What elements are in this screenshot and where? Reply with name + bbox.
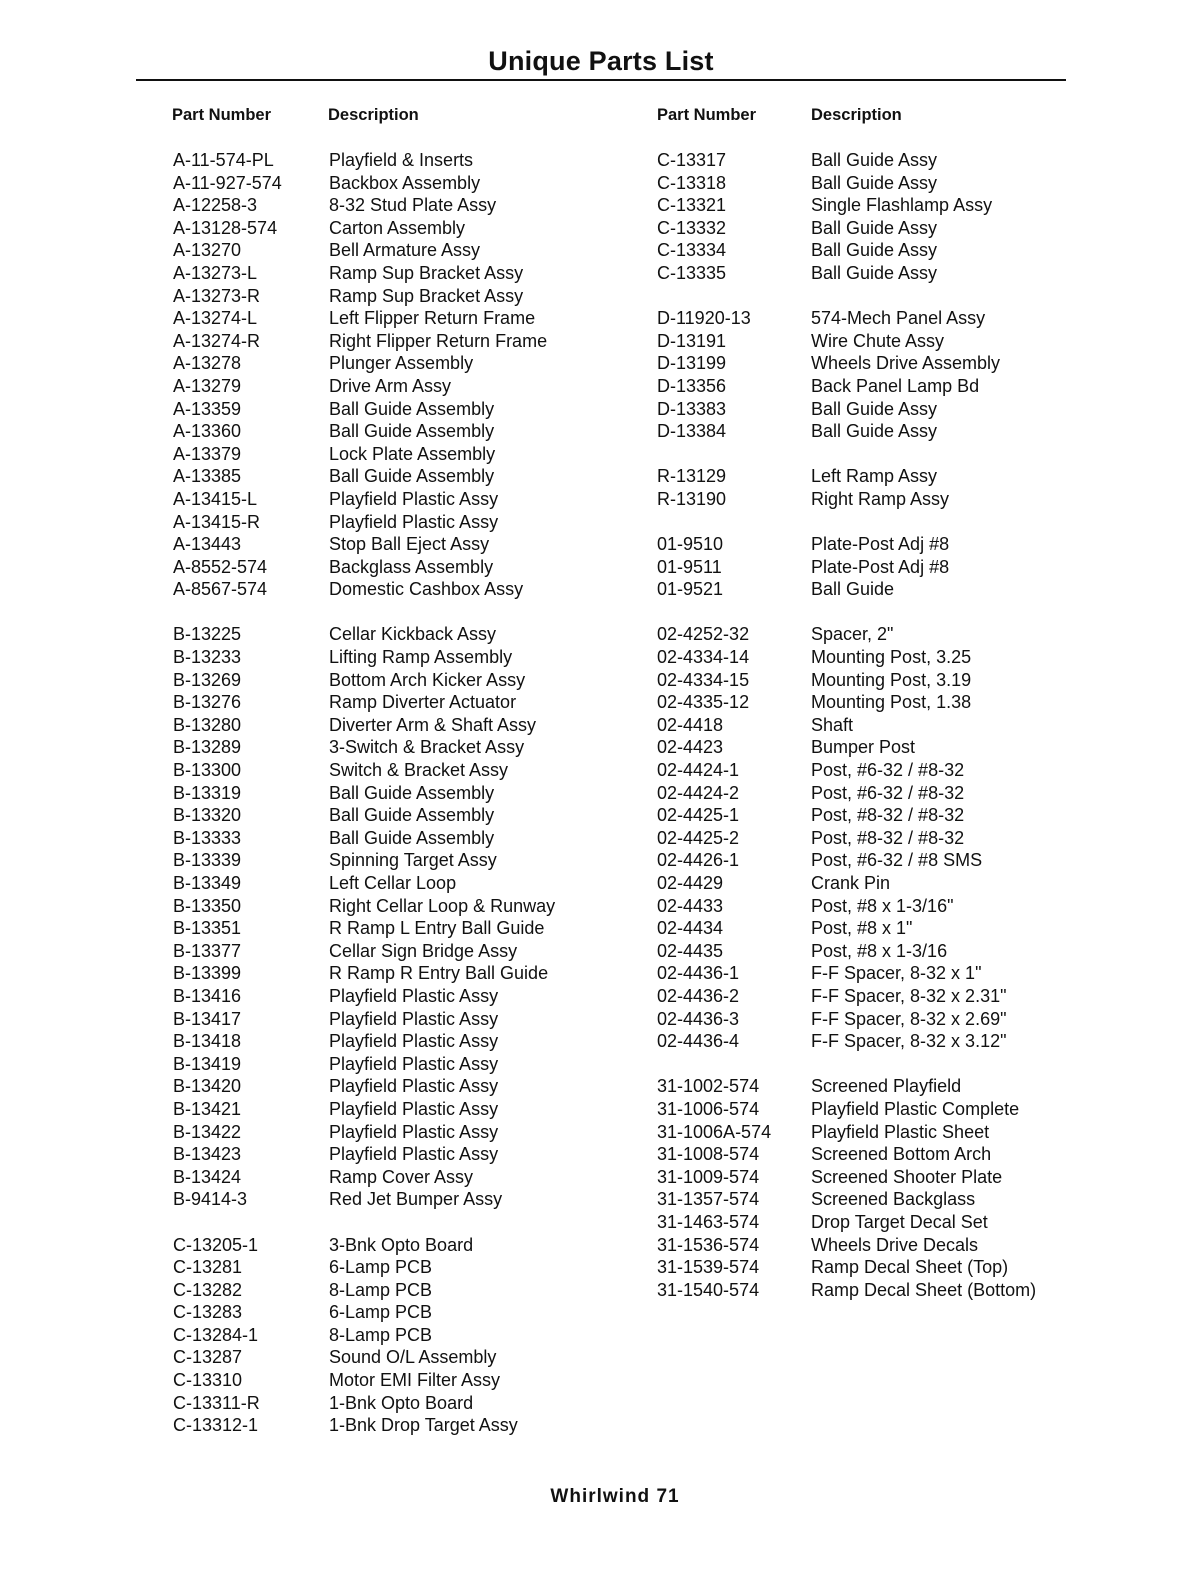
description-cell: Playfield Plastic Sheet: [811, 1121, 990, 1142]
description-cell: Carton Assembly: [329, 217, 466, 238]
left-description-column: [329, 149, 555, 1437]
description-cell: Post, #6-32 / #8 SMS: [811, 850, 983, 871]
description-cell: Playfield Plastic Assy: [329, 1121, 499, 1142]
part-number-cell: A-13415-L: [173, 488, 258, 509]
description-cell: Plunger Assembly: [329, 353, 474, 374]
description-cell: Ball Guide Assembly: [329, 782, 495, 803]
part-number-cell: B-13351: [173, 918, 242, 939]
part-number-cell: B-13225: [173, 624, 242, 645]
part-number-cell: C-13282: [173, 1279, 243, 1300]
description-cell: [811, 1053, 1036, 1076]
description-cell: Ramp Decal Sheet (Top): [811, 1257, 1009, 1278]
description-cell: Lifting Ramp Assembly: [329, 647, 513, 668]
description-cell: Playfield Plastic Assy: [329, 985, 499, 1006]
part-number-cell: B-13289: [173, 737, 242, 758]
part-number-cell: B-13280: [173, 714, 242, 735]
part-number-cell: A-13360: [173, 421, 242, 442]
part-number-cell: A-13274-L: [173, 308, 258, 329]
description-cell: Ball Guide Assembly: [329, 827, 495, 848]
part-number-cell: B-13320: [173, 805, 242, 826]
part-number-cell: A-8552-574: [173, 556, 268, 577]
description-cell: R Ramp R Entry Ball Guide: [329, 963, 549, 984]
description-cell: Screened Backglass: [811, 1189, 976, 1210]
part-number-cell: C-13334: [657, 240, 727, 261]
description-cell: [329, 601, 555, 624]
description-cell: Drop Target Decal Set: [811, 1211, 988, 1232]
part-number-cell: C-13317: [657, 150, 727, 170]
description-cell: Ball Guide Assy: [811, 421, 938, 442]
description-cell: Wheels Drive Decals: [811, 1234, 979, 1255]
part-number-cell: A-13278: [173, 353, 242, 374]
description-cell: Post, #8 x 1-3/16: [811, 940, 948, 961]
description-cell: 8-Lamp PCB: [329, 1279, 433, 1300]
description-cell: Wire Chute Assy: [811, 330, 945, 351]
part-number-cell: 02-4436-1: [657, 963, 740, 984]
description-cell: Left Cellar Loop: [329, 873, 457, 893]
description-cell: Spacer, 2": [811, 624, 894, 645]
page-footer: Whirlwind 71: [550, 1486, 680, 1507]
part-number-cell: A-11-927-574: [173, 172, 282, 193]
right-part-number-column: [657, 149, 771, 1301]
part-number-cell: 02-4436-4: [657, 1031, 740, 1052]
part-number-cell: A-13443: [173, 534, 242, 555]
description-cell: Plate-Post Adj #8: [811, 556, 950, 577]
description-cell: F-F Spacer, 8-32 x 2.31": [811, 985, 1007, 1006]
part-number-cell: 01-9521: [657, 579, 724, 600]
part-number-cell: C-13312-1: [173, 1415, 259, 1436]
part-number-cell: 02-4335-12: [657, 692, 750, 713]
description-cell: Drive Arm Assy: [329, 375, 452, 396]
part-number-cell: 01-9510: [657, 534, 724, 555]
part-number-cell: [657, 601, 771, 624]
part-number-cell: D-13383: [657, 398, 727, 419]
part-number-cell: 02-4435: [657, 940, 724, 961]
description-cell: Plate-Post Adj #8: [811, 534, 950, 555]
description-cell: Crank Pin: [811, 873, 891, 893]
description-cell: Playfield Plastic Assy: [329, 1098, 499, 1119]
description-cell: 6-Lamp PCB: [329, 1257, 433, 1278]
part-number-cell: 31-1002-574: [657, 1076, 760, 1097]
description-cell: Ball Guide Assy: [811, 150, 938, 170]
part-number-cell: A-13273-L: [173, 262, 258, 283]
part-number-cell: C-13287: [173, 1347, 243, 1368]
description-cell: Ball Guide Assy: [811, 240, 938, 261]
part-number-cell: B-13416: [173, 985, 242, 1006]
description-cell: Ball Guide Assy: [811, 262, 938, 283]
part-number-cell: B-13349: [173, 873, 242, 893]
description-cell: F-F Spacer, 8-32 x 2.69": [811, 1008, 1007, 1029]
part-number-cell: 31-1008-574: [657, 1144, 760, 1165]
right-part-number-header: Part Number: [657, 106, 757, 124]
description-cell: 8-Lamp PCB: [329, 1324, 433, 1345]
part-number-cell: A-13379: [173, 443, 242, 464]
description-cell: Playfield Plastic Assy: [329, 511, 499, 532]
part-number-cell: A-13270: [173, 240, 242, 261]
description-cell: Ball Guide Assembly: [329, 466, 495, 487]
part-number-cell: D-11920-13: [657, 308, 751, 329]
description-cell: Red Jet Bumper Assy: [329, 1189, 503, 1210]
part-number-cell: 02-4334-15: [657, 669, 750, 690]
part-number-cell: B-13420: [173, 1076, 242, 1097]
part-number-cell: D-13199: [657, 353, 727, 374]
part-number-cell: [657, 1053, 771, 1076]
description-cell: Ball Guide Assy: [811, 217, 938, 238]
description-cell: Post, #8-32 / #8-32: [811, 805, 965, 826]
description-cell: 3-Switch & Bracket Assy: [329, 737, 525, 758]
part-number-cell: 31-1539-574: [657, 1257, 760, 1278]
description-cell: 3-Bnk Opto Board: [329, 1234, 474, 1255]
part-number-cell: B-13319: [173, 782, 242, 803]
description-cell: Playfield Plastic Complete: [811, 1098, 1020, 1119]
part-number-cell: B-13269: [173, 669, 242, 690]
part-number-cell: 02-4424-1: [657, 760, 740, 781]
description-cell: Ball Guide: [811, 579, 895, 600]
description-cell: Screened Shooter Plate: [811, 1166, 1003, 1187]
part-number-cell: 31-1536-574: [657, 1234, 760, 1255]
part-number-cell: C-13281: [173, 1257, 243, 1278]
part-number-cell: A-11-574-PL: [173, 150, 274, 170]
part-number-cell: D-13191: [657, 330, 727, 351]
left-description-header: Description: [328, 106, 419, 124]
part-number-cell: 31-1540-574: [657, 1279, 760, 1300]
description-cell: Post, #8 x 1-3/16": [811, 895, 954, 916]
part-number-cell: B-13423: [173, 1144, 242, 1165]
right-description-header: Description: [811, 106, 902, 124]
part-number-cell: 02-4425-2: [657, 827, 740, 848]
description-cell: Ramp Sup Bracket Assy: [329, 262, 524, 283]
title-rule: [136, 79, 1066, 81]
part-number-cell: A-13274-R: [173, 330, 261, 351]
description-cell: Single Flashlamp Assy: [811, 195, 993, 216]
part-number-cell: B-13422: [173, 1121, 242, 1142]
description-cell: Ramp Decal Sheet (Bottom): [811, 1279, 1037, 1300]
part-number-cell: 31-1009-574: [657, 1166, 760, 1187]
description-cell: Backbox Assembly: [329, 172, 481, 193]
part-number-cell: 01-9511: [657, 556, 722, 577]
description-cell: Shaft: [811, 714, 854, 735]
part-number-cell: [173, 601, 282, 624]
part-number-cell: A-13128-574: [173, 217, 278, 238]
description-cell: 1-Bnk Opto Board: [329, 1392, 474, 1413]
part-number-cell: B-9414-3: [173, 1189, 248, 1210]
description-cell: Ball Guide Assembly: [329, 805, 495, 826]
part-number-cell: 02-4252-32: [657, 624, 750, 645]
description-cell: Ball Guide Assy: [811, 398, 938, 419]
description-cell: Lock Plate Assembly: [329, 443, 496, 464]
part-number-cell: B-13417: [173, 1008, 242, 1029]
part-number-cell: [173, 1211, 282, 1234]
description-cell: Left Ramp Assy: [811, 466, 938, 487]
part-number-cell: B-13233: [173, 647, 242, 668]
part-number-cell: A-13385: [173, 466, 242, 487]
part-number-cell: C-13335: [657, 262, 727, 283]
description-cell: 6-Lamp PCB: [329, 1302, 433, 1323]
part-number-cell: [657, 443, 771, 466]
description-cell: 1-Bnk Drop Target Assy: [329, 1415, 518, 1436]
part-number-cell: B-13339: [173, 850, 242, 871]
part-number-cell: 02-4429: [657, 873, 724, 893]
description-cell: Mounting Post, 3.25: [811, 647, 972, 668]
part-number-cell: 02-4425-1: [657, 805, 740, 826]
description-cell: Spinning Target Assy: [329, 850, 497, 871]
description-cell: Right Cellar Loop & Runway: [329, 895, 556, 916]
part-number-cell: C-13310: [173, 1370, 243, 1391]
description-cell: R Ramp L Entry Ball Guide: [329, 918, 545, 939]
part-number-cell: 02-4426-1: [657, 850, 740, 871]
part-number-cell: 02-4434: [657, 918, 724, 939]
part-number-cell: B-13419: [173, 1053, 242, 1074]
description-cell: Playfield Plastic Assy: [329, 1053, 499, 1074]
description-cell: [811, 443, 1036, 466]
description-cell: Right Flipper Return Frame: [329, 330, 548, 351]
description-cell: F-F Spacer, 8-32 x 3.12": [811, 1031, 1007, 1052]
description-cell: Backglass Assembly: [329, 556, 494, 577]
description-cell: Screened Bottom Arch: [811, 1144, 992, 1165]
description-cell: 574-Mech Panel Assy: [811, 308, 986, 329]
part-number-cell: 31-1463-574: [657, 1211, 760, 1232]
description-cell: Left Flipper Return Frame: [329, 308, 536, 329]
part-number-cell: B-13424: [173, 1166, 242, 1187]
part-number-cell: 02-4334-14: [657, 647, 750, 668]
part-number-cell: A-13273-R: [173, 285, 261, 306]
description-cell: Mounting Post, 1.38: [811, 692, 972, 713]
description-cell: Playfield & Inserts: [329, 150, 474, 170]
part-number-cell: [657, 511, 771, 534]
description-cell: Switch & Bracket Assy: [329, 760, 509, 781]
left-part-number-header: Part Number: [172, 106, 272, 124]
part-number-cell: B-13399: [173, 963, 242, 984]
description-cell: Mounting Post, 3.19: [811, 669, 972, 690]
part-number-cell: 02-4433: [657, 895, 724, 916]
description-cell: Bell Armature Assy: [329, 240, 481, 261]
description-cell: Screened Playfield: [811, 1076, 962, 1097]
part-number-cell: C-13205-1: [173, 1234, 259, 1255]
description-cell: Ramp Sup Bracket Assy: [329, 285, 524, 306]
description-cell: Motor EMI Filter Assy: [329, 1370, 501, 1391]
part-number-cell: 31-1006-574: [657, 1098, 760, 1119]
left-part-number-column: [173, 149, 282, 1437]
part-number-cell: 02-4436-2: [657, 985, 740, 1006]
part-number-cell: D-13356: [657, 375, 727, 396]
description-cell: Post, #8 x 1": [811, 918, 913, 939]
part-number-cell: C-13284-1: [173, 1324, 259, 1345]
description-cell: [811, 511, 1036, 534]
description-cell: Sound O/L Assembly: [329, 1347, 497, 1368]
description-cell: Post, #8-32 / #8-32: [811, 827, 965, 848]
part-number-cell: C-13283: [173, 1302, 243, 1323]
part-number-cell: B-13276: [173, 692, 242, 713]
description-cell: [811, 601, 1036, 624]
part-number-cell: B-13300: [173, 760, 242, 781]
part-number-cell: R-13190: [657, 488, 727, 509]
part-number-cell: C-13321: [657, 195, 727, 216]
description-cell: Ball Guide Assy: [811, 172, 938, 193]
part-number-cell: 02-4423: [657, 737, 724, 758]
description-cell: Playfield Plastic Assy: [329, 1031, 499, 1052]
part-number-cell: A-12258-3: [173, 195, 258, 216]
part-number-cell: A-13279: [173, 375, 242, 396]
part-number-cell: 31-1357-574: [657, 1189, 760, 1210]
part-number-cell: B-13377: [173, 940, 242, 961]
part-number-cell: D-13384: [657, 421, 727, 442]
description-cell: Domestic Cashbox Assy: [329, 579, 524, 600]
description-cell: Playfield Plastic Assy: [329, 1076, 499, 1097]
description-cell: Wheels Drive Assembly: [811, 353, 1001, 374]
description-cell: 8-32 Stud Plate Assy: [329, 195, 497, 216]
description-cell: Back Panel Lamp Bd: [811, 375, 980, 396]
description-cell: Cellar Kickback Assy: [329, 624, 497, 645]
part-number-cell: [657, 285, 771, 308]
part-number-cell: B-13418: [173, 1031, 242, 1052]
description-cell: Ramp Cover Assy: [329, 1166, 474, 1187]
description-cell: Diverter Arm & Shaft Assy: [329, 714, 537, 735]
part-number-cell: 31-1006A-574: [657, 1121, 772, 1142]
description-cell: Ball Guide Assembly: [329, 421, 495, 442]
part-number-cell: 02-4424-2: [657, 782, 740, 803]
part-number-cell: R-13129: [657, 466, 727, 487]
part-number-cell: B-13333: [173, 827, 242, 848]
description-cell: Bottom Arch Kicker Assy: [329, 669, 526, 690]
part-number-cell: C-13332: [657, 217, 727, 238]
description-cell: [811, 285, 1036, 308]
description-cell: Playfield Plastic Assy: [329, 488, 499, 509]
description-cell: Right Ramp Assy: [811, 488, 950, 509]
description-cell: Playfield Plastic Assy: [329, 1144, 499, 1165]
description-cell: Post, #6-32 / #8-32: [811, 782, 965, 803]
description-cell: Stop Ball Eject Assy: [329, 534, 490, 555]
part-number-cell: B-13421: [173, 1098, 242, 1119]
description-cell: Bumper Post: [811, 737, 916, 758]
part-number-cell: C-13311-R: [173, 1392, 260, 1413]
part-number-cell: A-8567-574: [173, 579, 268, 600]
description-cell: F-F Spacer, 8-32 x 1": [811, 963, 982, 984]
part-number-cell: 02-4436-3: [657, 1008, 740, 1029]
description-cell: Post, #6-32 / #8-32: [811, 760, 965, 781]
description-cell: Ramp Diverter Actuator: [329, 692, 517, 713]
description-cell: Playfield Plastic Assy: [329, 1008, 499, 1029]
description-cell: Ball Guide Assembly: [329, 398, 495, 419]
description-cell: Cellar Sign Bridge Assy: [329, 940, 518, 961]
right-description-column: [811, 149, 1036, 1301]
part-number-cell: A-13359: [173, 398, 242, 419]
part-number-cell: B-13350: [173, 895, 242, 916]
part-number-cell: A-13415-R: [173, 511, 261, 532]
part-number-cell: 02-4418: [657, 714, 724, 735]
description-cell: [329, 1211, 555, 1234]
part-number-cell: C-13318: [657, 172, 727, 193]
page-title: Unique Parts List: [488, 46, 714, 76]
